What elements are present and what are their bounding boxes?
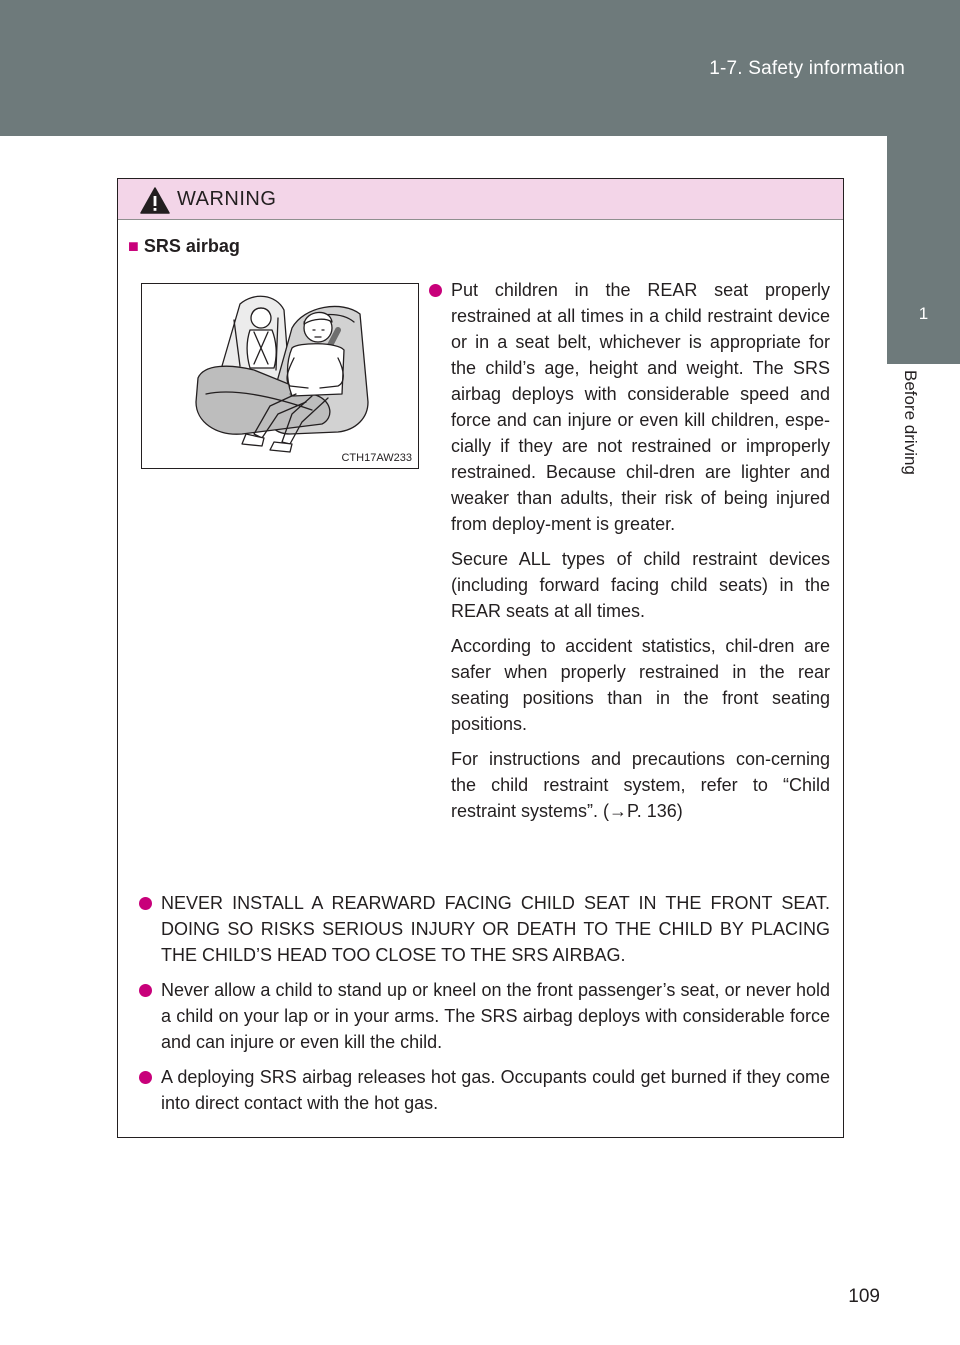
chapter-tab — [887, 136, 960, 364]
section-title: 1-7. Safety information — [709, 58, 905, 79]
square-bullet-icon: ■ — [128, 236, 139, 256]
warning-title: WARNING — [177, 188, 277, 210]
bullet-rear-seat — [425, 277, 830, 537]
page-number: 109 — [848, 1286, 880, 1307]
bullet-never-install — [135, 890, 830, 968]
bullet-never-allow — [135, 977, 830, 1055]
child-seat-illustration — [141, 283, 419, 469]
paragraph-instructions: For instructions and precautions con-cerning the child restraint system, refer to “Child restraint systems”. (→P. 136) — [451, 749, 830, 821]
bullet-dot-icon — [139, 984, 152, 997]
section-heading-text: SRS airbag — [143, 236, 240, 256]
chapter-title-vertical — [894, 370, 924, 510]
warning-header — [118, 179, 843, 220]
bullet-dot-icon — [139, 1071, 152, 1084]
warning-triangle-icon — [140, 187, 170, 214]
figure-code: CTH17AW233 — [341, 452, 412, 464]
right-text-column — [425, 277, 830, 833]
bullet-dot-icon — [139, 897, 152, 910]
chapter-title: Before driving — [901, 370, 920, 475]
paragraph-secure-all: Secure ALL types of child restraint devices (including forward facing child seats) in the REAR seats at all times. — [451, 549, 830, 621]
bullet-text: Never allow a child to stand up or kneel on the front passenger’s seat, or never hold a child on your lap or in your arms. The SRS airbag deploys with considerable force and can injure or even kill the child. — [161, 980, 830, 1052]
bullet-hot-gas — [135, 1064, 830, 1116]
bullet-text: A deploying SRS airbag releases hot gas. Occupants could get burned if they come into direct contact with the hot gas. — [161, 1067, 830, 1113]
bullet-text: NEVER INSTALL A REARWARD FACING CHILD SEAT IN THE FRONT SEAT. DOING SO RISKS SERIOUS INJURY OR DEATH TO THE CHILD BY PLACING THE CHILD’S HEAD TOO CLOSE TO THE SRS AIRBAG. — [161, 893, 830, 965]
section-heading — [128, 236, 240, 257]
bullet-dot-icon — [429, 284, 442, 297]
full-width-bullets — [135, 890, 830, 1125]
paragraph-statistics: According to accident statistics, chil-dren are safer when properly restrained in the rear seating positions than in the front seating positions. — [451, 636, 830, 734]
chapter-number: 1 — [918, 304, 929, 323]
child-in-seat-image — [142, 284, 418, 468]
warning-box — [117, 178, 844, 1138]
bullet-text: Put children in the REAR seat properly restrained at all times in a child restraint device or in a seat belt, whichever is appropriate for the child’s age, height and weight. The SRS airbag deploys with considerable speed and force and can injure or even kill children, espe-cially if they are not restrained or improperly restrained. Because chil-dren are lighter and weaker than adults, their risk of being injured from deploy-ment is greater. — [451, 280, 830, 534]
header-band — [0, 0, 960, 136]
